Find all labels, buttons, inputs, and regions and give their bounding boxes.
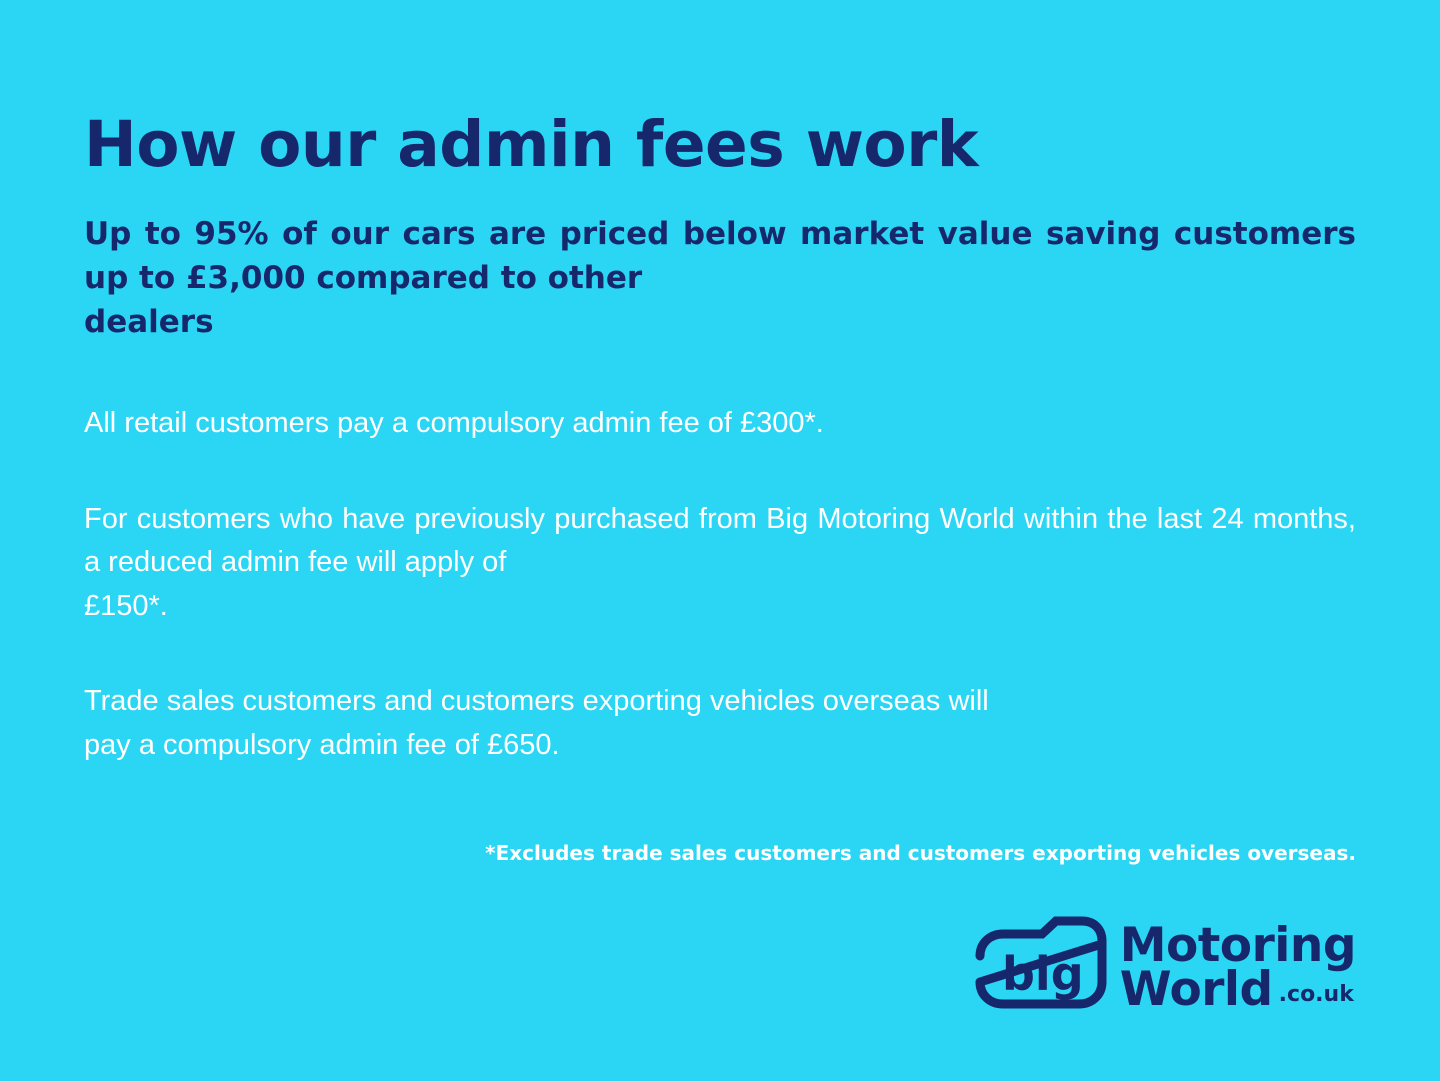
svg-text:big: big [1001,947,1084,1001]
brand-logo [970,916,1356,1019]
paragraph-returning-customer-fee-tail: £150*. [84,589,168,622]
brand-wordmark-line1: Motoring [1119,918,1356,974]
paragraph-trade-export-fee [84,680,1356,767]
subheading-lastline: dealers [84,304,214,341]
paragraph-trade-export-fee-tail: pay a compulsory admin fee of £650. [84,728,560,761]
footnote: *Excludes trade sales customers and customers exporting vehicles overseas. [485,841,1356,866]
big-car-icon [970,916,1110,1019]
paragraph-returning-customer-fee [84,498,1356,629]
paragraph-retail-fee-text: All retail customers pay a compulsory admin fee of £300*. [84,407,824,440]
brand-wordmark-line2: World [1119,961,1273,1017]
subheading [84,212,1356,344]
paragraph-retail-fee [84,402,1356,446]
paragraph-returning-customer-fee-text: For customers who have previously purchased from Big Motoring World within the last 24 months, a reduced admin fee will apply of [84,502,1356,579]
subheading-main: Up to 95% of our cars are priced below market value saving customers up to £3,000 compared to other [84,216,1356,297]
paragraph-trade-export-fee-text: Trade sales customers and customers exporting vehicles overseas will [84,685,989,718]
page-title: How our admin fees work [84,108,979,181]
brand-wordmark [1119,918,1356,1017]
brand-wordmark-tld: .co.uk [1278,981,1354,1007]
